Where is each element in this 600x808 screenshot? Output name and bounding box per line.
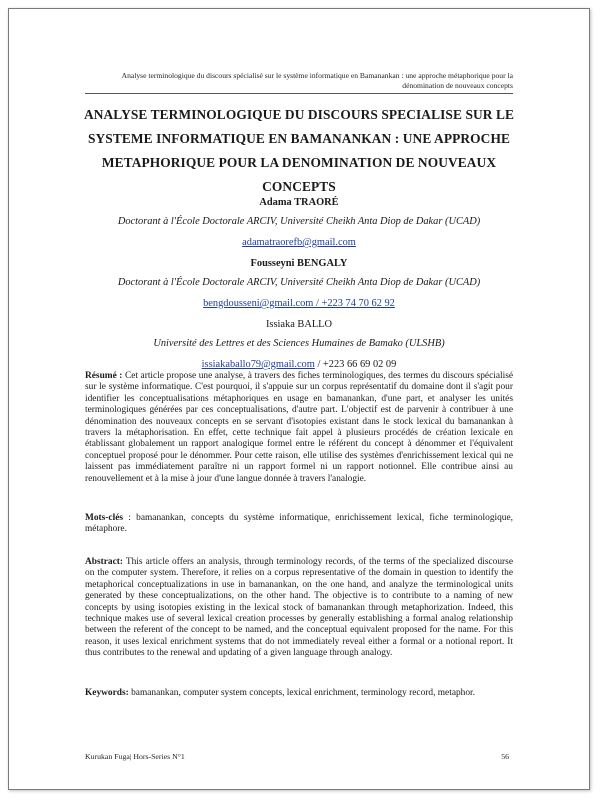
mots-cles-section: [85, 513, 513, 536]
author-affiliation: Doctorant à l'École Doctorale ARCIV, Université Cheikh Anta Diop de Dakar (UCAD): [117, 277, 481, 288]
author-block-3: [79, 317, 519, 372]
author-contact: [79, 236, 519, 250]
author-contact: [79, 297, 519, 311]
footer-page-number: 56: [501, 752, 509, 761]
author-email-link[interactable]: bengdousseni@gmail.com / +223 74 70 62 92: [203, 298, 395, 309]
document-page: [8, 8, 590, 790]
keywords-section: [85, 688, 513, 699]
mots-cles-text: : bamanankan, concepts du système informatique, enrichissement lexical, fiche terminologique, métaphore.: [85, 513, 514, 535]
keywords-label: Keywords:: [85, 688, 129, 698]
author-email-link[interactable]: issiakaballo79@gmail.com: [201, 359, 315, 370]
running-header: Analyse terminologique du discours spécialisé sur le système informatique en Bamanankan : une approche métaphorique pour la dénomination de nouveaux concepts: [121, 71, 513, 90]
footer-journal: Kurukan Fuga| Hors-Series N°1: [85, 752, 185, 761]
abstract-section: [85, 557, 513, 660]
resume-label: Résumé :: [85, 371, 123, 381]
author-phone: / +223 66 69 02 09: [314, 359, 397, 370]
keywords-text: bamanankan, computer system concepts, lexical enrichment, terminology record, metaphor.: [131, 688, 475, 698]
header-rule: [85, 93, 513, 94]
mots-cles-label: Mots-clés: [85, 513, 124, 523]
author-affiliation: Doctorant à l'École Doctorale ARCIV, Université Cheikh Anta Diop de Dakar (UCAD): [117, 216, 481, 227]
paper-title: ANALYSE TERMINOLOGIQUE DU DISCOURS SPECIALISE SUR LE SYSTEME INFORMATIQUE EN BAMANANKAN : UNE APPROCHE METAPHORIQUE POUR LA DENOMINATION DE NOUVEAUX CONCEPTS: [83, 107, 515, 194]
resume-text: Cet article propose une analyse, à travers des fiches terminologiques, des termes du discours spécialisé sur le système informatique. C'est pourquoi, il s'appuie sur un corpus représentatif du domaine dont il s'agit pour identifier les conceptualisations métaphoriques en usage en bamanankan, d'une part, et analyser les unités terminologiques générées par ces conceptualisations, d'autre part. L'objectif est de parvenir à contribuer à une dénomination des nouveaux concepts en se servant d'isotopies existant dans le stock lexical du bamanankan à travers la métaphorisation. En effet, cette technique fait appel à plusieurs procédés de création lexicale en établissant globalement un rapport analogique formel entre le référent du concept à dénommer et l'équivalent conceptuel proposé pour le dénommer. Pour cette raison, elle utilise des systèmes d'enrichissement lexical qui ne laissent pas immédiatement paraître ni un rapport formel ni un rapport notionnel. Elle contribue ainsi au renouvellement et à la mise à jour d'une langue donnée à travers l'analogie.: [85, 371, 514, 484]
abstract-text: This article offers an analysis, through terminology records, of the terms of the specialized discourse on the computer system. Therefore, it relies on a corpus representative of the domain in question to identify the metaphorical conceptualizations in use in bamanankan, on the one hand, and analyze the terminological units generated by these conceptualizations, on the other hand. The objective is to contribute to a naming of new concepts by using isotopies existing in the lexical stock of bamanankan through metaphorization. Indeed, this technique makes use of several lexical creation processes by generally establishing a formal analog relationship between the referent of the concept to be named, and the conceptual equivalent proposed for the name. For this reason, it uses lexical enrichment systems that do not immediately reveal either a formal or a notional report. It thus contributes to the renewal and updating of a given language through analogy.: [85, 557, 513, 659]
abstract-label: Abstract:: [85, 557, 124, 567]
author-block-2: [79, 256, 519, 311]
author-affiliation: Université des Lettres et des Sciences Humaines de Bamako (ULSHB): [153, 338, 445, 349]
author-list: [79, 195, 519, 378]
author-email-link[interactable]: adamatraorefb@gmail.com: [242, 237, 356, 248]
author-contact: [79, 358, 519, 372]
author-name: Adama TRAORÉ: [259, 197, 339, 208]
author-block-1: [79, 195, 519, 250]
author-name: Issiaka BALLO: [265, 319, 333, 330]
author-name: Fousseyni BENGALY: [250, 258, 348, 269]
resume-section: [85, 371, 513, 485]
